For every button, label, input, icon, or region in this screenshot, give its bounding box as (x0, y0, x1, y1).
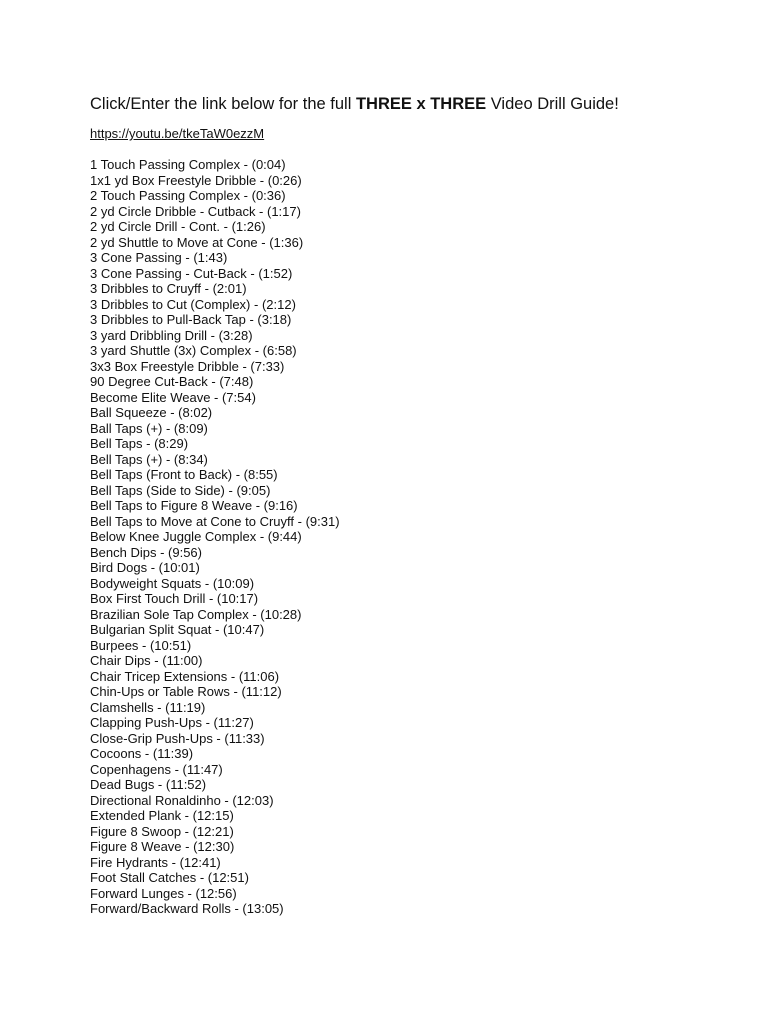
drill-list-item: Bodyweight Squats - (10:09) (90, 575, 255, 591)
drill-list-item: Extended Plank - (12:15) (90, 808, 234, 823)
heading-text-end: Video Drill Guide! (486, 95, 619, 113)
drill-list-item: Bell Taps (Side to Side) - (9:05) (90, 482, 271, 498)
heading-strong-text: THREE x THREE (355, 95, 487, 113)
drill-list-item: Cocoons - (11:39) (90, 746, 194, 761)
drill-list-item: Dead Bugs - (11:52) (90, 777, 207, 792)
drill-list-item: 90 Degree Cut-Back - (7:48) (90, 374, 254, 389)
drill-list-item: 2 Touch Passing Complex - (0:36) (90, 188, 286, 203)
drill-list-item: Chin-Ups or Table Rows - (11:12) (90, 684, 282, 699)
drill-list-item: Clapping Push-Ups - (11:27) (90, 715, 254, 730)
video-link[interactable]: https://youtu.be/tkeTaW0ezzM (90, 126, 265, 141)
drill-list-item: Bench Dips - (9:56) (90, 544, 202, 560)
drill-list-item: Ball Squeeze - (8:02) (90, 405, 213, 420)
drill-list-item: Clamshells - (11:19) (90, 699, 206, 715)
drill-list-item: 3 Cone Passing - (1:43) (90, 250, 228, 265)
drill-list (90, 157, 730, 917)
drill-list-item: Figure 8 Weave - (12:30) (90, 839, 235, 854)
drill-list-item: Burpees - (10:51) (90, 637, 192, 653)
page-heading (90, 93, 730, 115)
drill-list-item: Bell Taps to Move at Cone to Cruyff - (9:31) (90, 513, 340, 529)
drill-list-item: Chair Tricep Extensions - (11:06) (90, 668, 280, 684)
drill-list-item: 3x3 Box Freestyle Dribble - (7:33) (90, 358, 285, 374)
drill-list-item: Directional Ronaldinho - (12:03) (90, 792, 274, 808)
drill-list-item: Box First Touch Drill - (10:17) (90, 591, 259, 606)
drill-list-item: Copenhagens - (11:47) (90, 761, 223, 777)
drill-list-item: 2 yd Circle Dribble - Cutback - (1:17) (90, 203, 301, 219)
drill-list-item: Fire Hydrants - (12:41) (90, 854, 221, 870)
drill-list-item: Bell Taps (Front to Back) - (8:55) (90, 467, 278, 482)
drill-list-item: Bird Dogs - (10:01) (90, 560, 200, 575)
drill-list-item: 1 Touch Passing Complex - (0:04) (90, 157, 286, 172)
drill-list-item: Ball Taps (+) - (8:09) (90, 420, 208, 436)
drill-list-item: Below Knee Juggle Complex - (9:44) (90, 529, 302, 544)
drill-list-item: Bulgarian Split Squat - (10:47) (90, 622, 265, 637)
drill-list-item: 3 yard Dribbling Drill - (3:28) (90, 327, 253, 343)
drill-list-item: 3 Dribbles to Pull-Back Tap - (3:18) (90, 312, 292, 327)
drill-list-item: 3 Dribbles to Cut (Complex) - (2:12) (90, 296, 296, 312)
drill-list-item: Bell Taps (+) - (8:34) (90, 451, 208, 467)
drill-list-item: Chair Dips - (11:00) (90, 653, 203, 668)
drill-list-item: 1x1 yd Box Freestyle Dribble - (0:26) (90, 172, 302, 188)
drill-list-item: Figure 8 Swoop - (12:21) (90, 823, 234, 839)
drill-list-item: Foot Stall Catches - (12:51) (90, 870, 249, 885)
drill-list-item: Bell Taps to Figure 8 Weave - (9:16) (90, 498, 298, 513)
drill-list-item: 2 yd Shuttle to Move at Cone - (1:36) (90, 234, 304, 250)
drill-list-item: 2 yd Circle Drill - Cont. - (1:26) (90, 219, 266, 234)
drill-list-item: 3 Dribbles to Cruyff - (2:01) (90, 281, 247, 296)
drill-list-item: Become Elite Weave - (7:54) (90, 389, 256, 405)
drill-list-item: Bell Taps - (8:29) (90, 436, 189, 451)
drill-list-item: Brazilian Sole Tap Complex - (10:28) (90, 606, 302, 622)
drill-list-item: 3 yard Shuttle (3x) Complex - (6:58) (90, 343, 297, 358)
drill-list-item: Forward/Backward Rolls - (13:05) (90, 901, 284, 916)
drill-list-item: Close-Grip Push-Ups - (11:33) (90, 730, 265, 746)
drill-list-item: Forward Lunges - (12:56) (90, 885, 237, 901)
drill-list-item: 3 Cone Passing - Cut-Back - (1:52) (90, 265, 293, 281)
document-page (90, 93, 730, 917)
heading-text-start: Click/Enter the link below for the full (90, 95, 356, 113)
